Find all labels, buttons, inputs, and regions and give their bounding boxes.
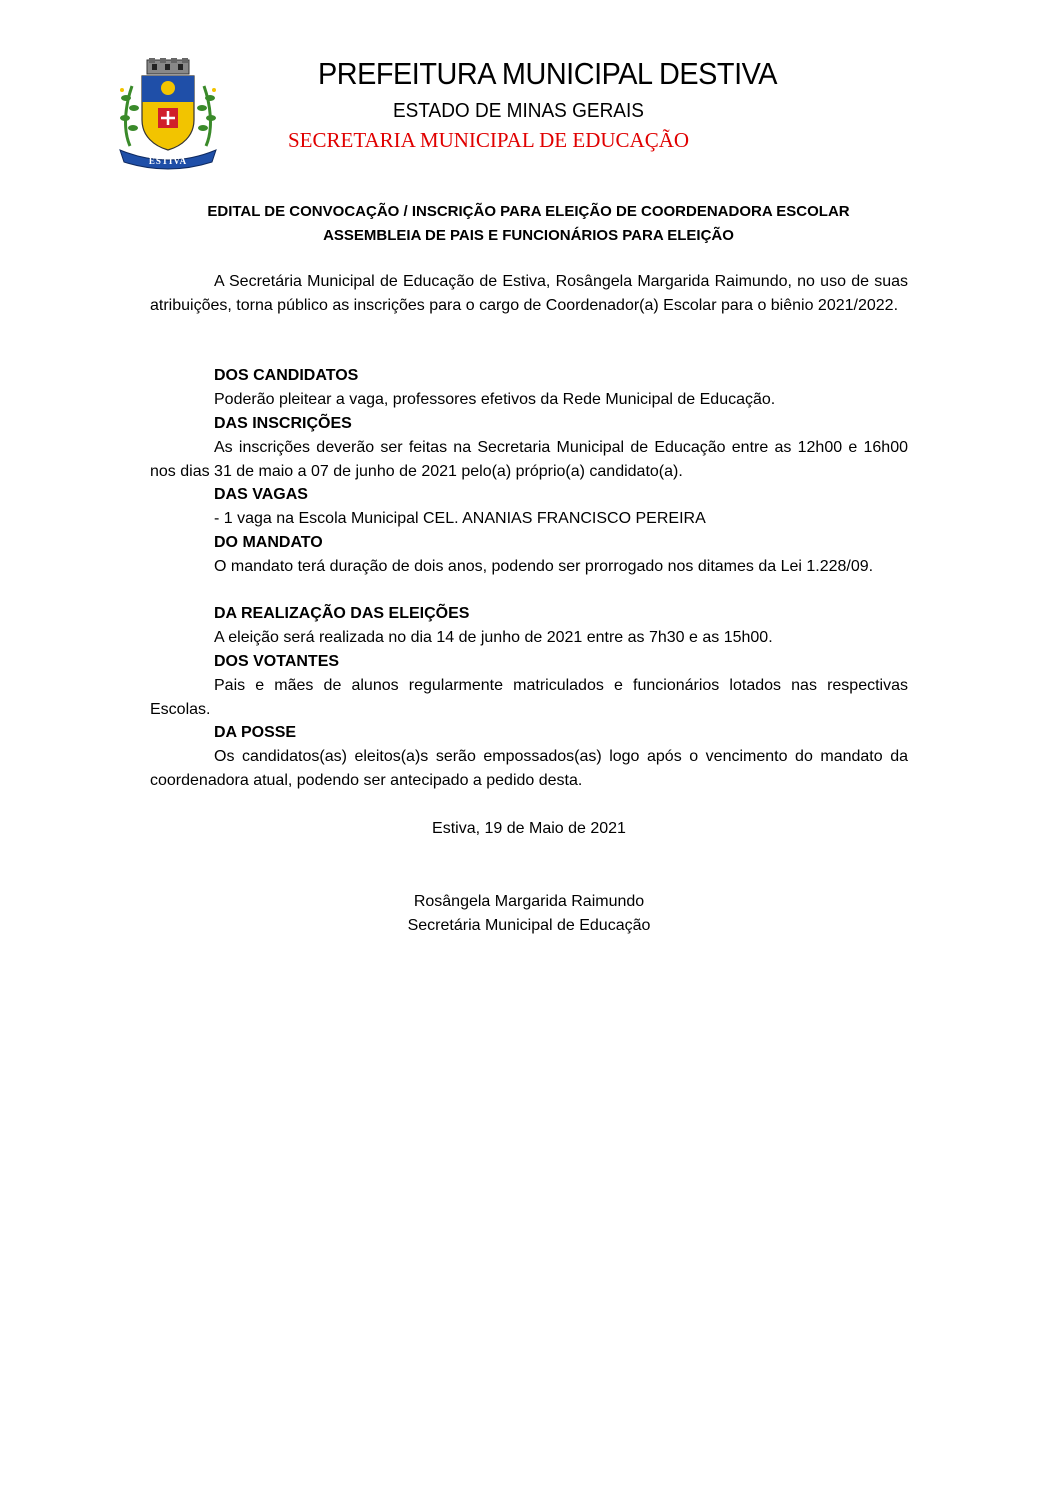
signature-name: Rosângela Margarida Raimundo — [413, 893, 645, 910]
section-text-mandato: O mandato terá duração de dois anos, podendo ser prorrogado nos ditames da Lei 1.228/09. — [214, 558, 874, 575]
section-heading-candidatos: DOS CANDIDATOS — [214, 367, 359, 384]
section-text-realizacao: A eleição será realizada no dia 14 de junho de 2021 entre as 7h30 e as 15h00. — [214, 629, 773, 646]
intro-paragraph: A Secretária Municipal de Educação de Estiva, Rosângela Margarida Raimundo, no uso de suas atribuições, torna público as inscrições para o cargo de Coordenador(a) Escolar para o biênio 2021/2022. — [150, 273, 908, 314]
section-text-vagas: - 1 vaga na Escola Municipal CEL. ANANIAS FRANCISCO PEREIRA — [214, 510, 706, 527]
section-heading-posse: DA POSSE — [214, 724, 297, 741]
section-heading-inscricoes: DAS INSCRIÇÕES — [214, 415, 352, 432]
section-heading-votantes: DOS VOTANTES — [214, 653, 340, 670]
section-text-inscricoes: As inscrições deverão ser feitas na Secretaria Municipal de Educação entre as 12h00 e 16h00 nos dias 31 de maio a 07 de junho de 2021 pelo(a) próprio(a) candidato(a). — [150, 439, 908, 480]
signature-role: Secretária Municipal de Educação — [407, 917, 651, 934]
document-title-line-1: EDITAL DE CONVOCAÇÃO / INSCRIÇÃO PARA ELEIÇÃO DE COORDENADORA ESCOLAR — [207, 203, 850, 220]
section-heading-mandato: DO MANDATO — [214, 534, 323, 551]
section-heading-realizacao: DA REALIZAÇÃO DAS ELEIÇÕES — [214, 605, 470, 622]
document-title-line-2: ASSEMBLEIA DE PAIS E FUNCIONÁRIOS PARA ELEIÇÃO — [323, 227, 734, 244]
secretaria-heading: SECRETARIA MUNICIPAL DE EDUCAÇÃO — [288, 128, 690, 152]
date-line: Estiva, 19 de Maio de 2021 — [432, 820, 626, 837]
prefeitura-heading: PREFEITURA MUNICIPAL DESTIVA — [318, 56, 778, 91]
section-text-posse: Os candidatos(as) eleitos(a)s serão empossados(as) logo após o vencimento do mandato da coordenadora atual, podendo ser antecipado a pedido desta. — [150, 748, 908, 789]
municipal-coat-of-arms — [112, 58, 224, 170]
crest-label: ESTIVA — [148, 156, 188, 166]
section-heading-vagas: DAS VAGAS — [214, 486, 308, 503]
section-text-votantes: Pais e mães de alunos regularmente matriculados e funcionários lotados nas respectivas Escolas. — [150, 677, 908, 718]
section-text-candidatos: Poderão pleitear a vaga, professores efetivos da Rede Municipal de Educação. — [214, 391, 776, 408]
estado-heading: ESTADO DE MINAS GERAIS — [393, 100, 644, 122]
